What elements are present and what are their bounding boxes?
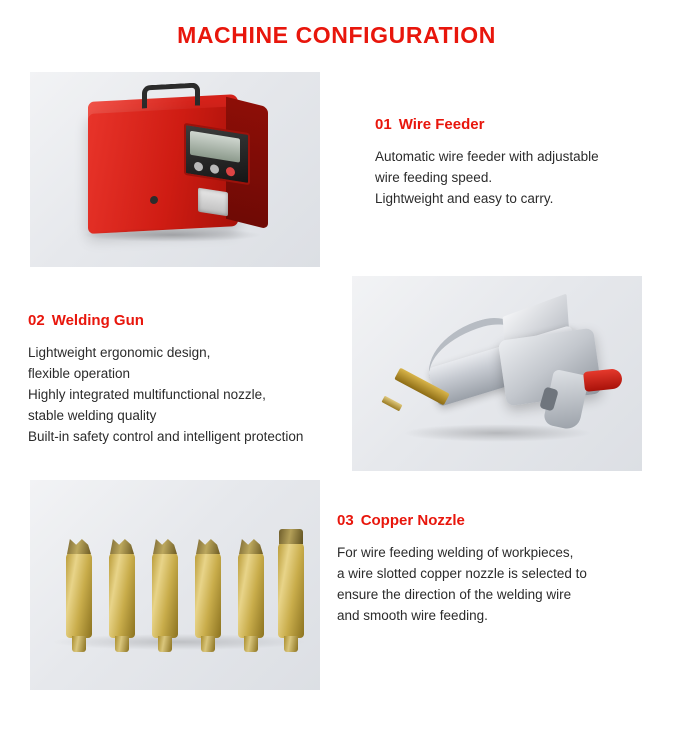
section-number: 03: [337, 512, 354, 529]
feeder-power-button-icon: [226, 166, 235, 176]
section-title: Copper Nozzle: [360, 512, 465, 529]
feeder-drop-shadow: [82, 228, 262, 242]
section-title: Wire Feeder: [398, 116, 485, 133]
section-heading: [337, 512, 647, 529]
nozzle-cap: [196, 539, 220, 554]
welding-gun-photo: [352, 276, 642, 471]
body-line: Highly integrated multifunctional nozzle,: [28, 387, 266, 402]
body-line: a wire slotted copper nozzle is selected to: [337, 566, 587, 581]
body-line: For wire feeding welding of workpieces,: [337, 545, 574, 560]
feeder-control-panel: [184, 123, 250, 185]
section-heading: [375, 116, 655, 133]
section-title: Welding Gun: [51, 312, 144, 329]
body-line: wire feeding speed.: [375, 170, 493, 185]
feeder-output-socket: [198, 188, 228, 217]
body-line: stable welding quality: [28, 408, 157, 423]
section-heading: [28, 312, 348, 329]
copper-nozzles-photo: [30, 480, 320, 690]
nozzle-cap: [279, 529, 303, 544]
section-wire-feeder: [375, 116, 655, 209]
gun-drop-shadow: [402, 424, 592, 442]
page-title: MACHINE CONFIGURATION: [177, 22, 496, 48]
copper-nozzle-item: [109, 552, 135, 638]
body-line: and smooth wire feeding.: [337, 608, 488, 623]
nozzle-cap: [67, 539, 91, 554]
copper-nozzle-item: [152, 552, 178, 638]
body-line: ensure the direction of the welding wire: [337, 587, 572, 602]
gun-nozzle-tip: [382, 396, 403, 412]
body-line: flexible operation: [28, 366, 131, 381]
gun-red-cap: [583, 368, 623, 392]
section-number: 02: [28, 312, 45, 329]
nozzles-drop-shadow: [54, 634, 304, 650]
section-body: [337, 542, 647, 626]
feeder-display-screen: [190, 131, 240, 163]
feeder-handle-icon: [142, 82, 200, 108]
nozzle-cap: [110, 539, 134, 554]
body-line: Automatic wire feeder with adjustable: [375, 149, 599, 164]
body-line: Built-in safety control and intelligent protection: [28, 429, 304, 444]
section-number: 01: [375, 116, 392, 133]
feeder-knob-icon: [210, 164, 219, 174]
body-line: Lightweight ergonomic design,: [28, 345, 211, 360]
nozzle-cap: [239, 539, 263, 554]
section-copper-nozzle: [337, 512, 647, 626]
section-body: [28, 342, 348, 447]
copper-nozzle-item: [278, 542, 304, 638]
section-welding-gun: [28, 312, 348, 447]
copper-nozzle-item: [66, 552, 92, 638]
feeder-knob-icon: [194, 161, 203, 171]
section-body: [375, 146, 655, 209]
wire-feeder-photo: [30, 72, 320, 267]
copper-nozzle-item: [195, 552, 221, 638]
copper-nozzle-item: [238, 552, 264, 638]
nozzle-cap: [153, 539, 177, 554]
body-line: Lightweight and easy to carry.: [375, 191, 554, 206]
